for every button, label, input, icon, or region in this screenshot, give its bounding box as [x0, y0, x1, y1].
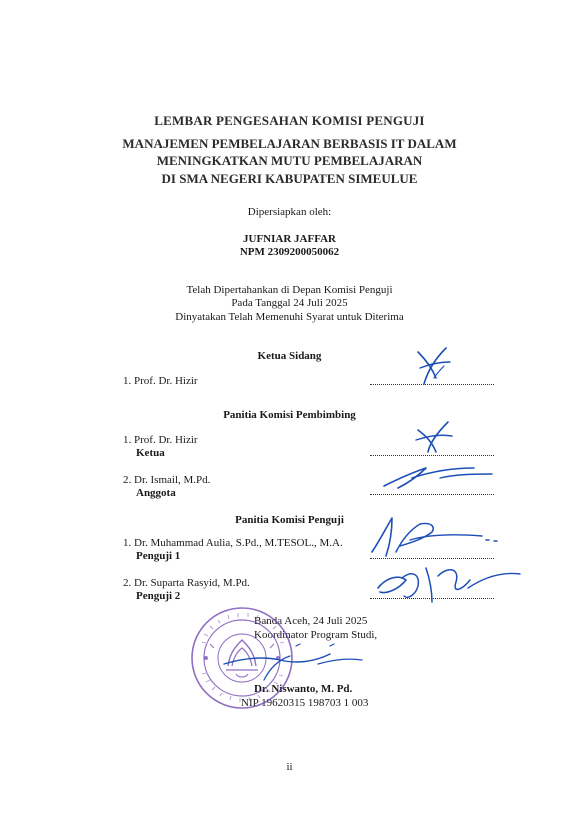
defense-line-3: Dinyatakan Telah Memenuhi Syarat untuk Diterima	[175, 311, 404, 323]
page-title: LEMBAR PENGESAHAN KOMISI PENGUJI	[154, 113, 425, 128]
thesis-title-line-1: MANAJEMEN PEMBELAJARAN BERBASIS IT DALAM	[122, 136, 457, 151]
author-npm: NPM 2309200050062	[239, 246, 340, 258]
approval-name: Dr. Niswanto, M. Pd.	[254, 683, 353, 695]
member-name: 1. Prof. Dr. Hizir	[123, 434, 198, 446]
penguji-heading: Panitia Komisi Penguji	[235, 514, 344, 526]
approval-position: Koordinator Program Studi,	[254, 629, 378, 641]
thesis-title-line-2: MENINGKATKAN MUTU PEMBELAJARAN	[156, 153, 423, 168]
defense-line-2: Pada Tanggal 24 Juli 2025	[231, 297, 348, 309]
signature-penguji-2	[378, 568, 520, 602]
signature-pembimbing-1	[416, 422, 452, 452]
pembimbing-heading: Panitia Komisi Pembimbing	[223, 409, 356, 421]
signature-penguji-1	[372, 518, 497, 556]
signature-koordinator	[224, 644, 362, 680]
approval-nip: NIP 19620315 198703 1 003	[241, 697, 369, 709]
member-name: 2. Dr. Ismail, M.Pd.	[123, 474, 211, 486]
member-name: 2. Dr. Suparta Rasyid, M.Pd.	[123, 577, 250, 589]
ketua-sidang-heading: Ketua Sidang	[257, 350, 322, 362]
page-number: ii	[286, 761, 293, 773]
member-name: 1. Prof. Dr. Hizir	[123, 375, 198, 387]
approval-place-date: Banda Aceh, 24 Juli 2025	[254, 615, 368, 627]
author-name: JUFNIAR JAFFAR	[243, 233, 336, 245]
member-role: Penguji 2	[136, 590, 181, 602]
thesis-title-line-3: DI SMA NEGERI KABUPATEN SIMEULUE	[161, 171, 418, 186]
member-role: Ketua	[136, 447, 165, 459]
member-role: Anggota	[136, 487, 176, 499]
signature-ketua-sidang	[418, 348, 450, 384]
member-name: 1. Dr. Muhammad Aulia, S.Pd., M.TESOL., M.A.	[123, 537, 343, 549]
prepared-by-label: Dipersiapkan oleh:	[247, 206, 332, 218]
signature-pembimbing-2	[384, 468, 492, 488]
member-role: Penguji 1	[136, 550, 181, 562]
defense-line-1: Telah Dipertahankan di Depan Komisi Penguji	[186, 284, 393, 296]
